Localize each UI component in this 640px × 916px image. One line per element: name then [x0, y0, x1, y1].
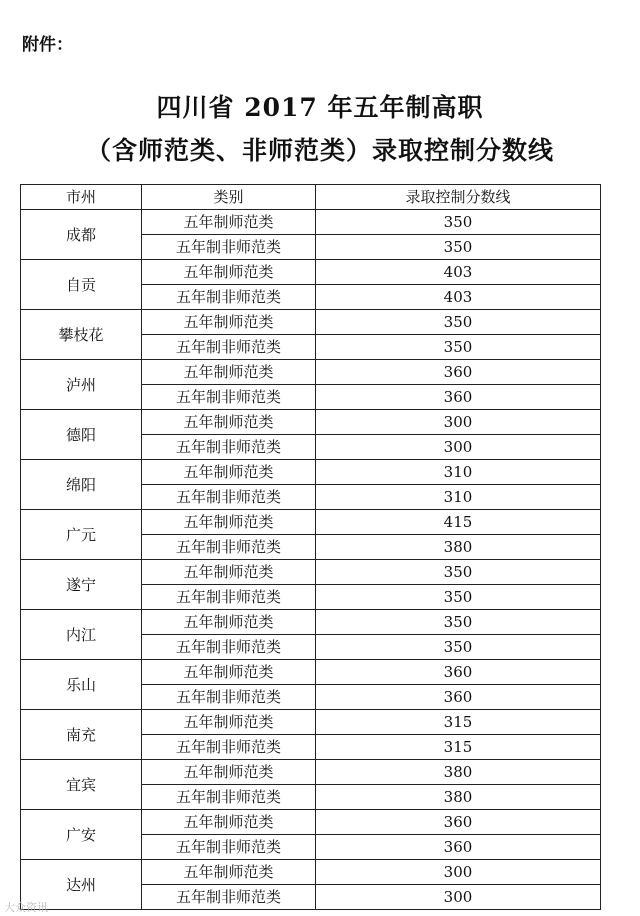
city-cell: 南充 — [21, 710, 142, 760]
score-table — [20, 184, 601, 910]
category-cell: 五年制非师范类 — [142, 785, 316, 810]
category-cell: 五年制非师范类 — [142, 735, 316, 760]
score-cell: 300 — [316, 435, 601, 460]
city-cell: 内江 — [21, 610, 142, 660]
category-cell: 五年制师范类 — [142, 760, 316, 785]
category-cell: 五年制非师范类 — [142, 635, 316, 660]
category-cell: 五年制师范类 — [142, 560, 316, 585]
category-cell: 五年制非师范类 — [142, 535, 316, 560]
table-row — [21, 660, 601, 685]
score-cell: 350 — [316, 210, 601, 235]
score-cell: 300 — [316, 860, 601, 885]
header-category: 类别 — [142, 185, 316, 210]
table-row — [21, 510, 601, 535]
category-cell: 五年制师范类 — [142, 660, 316, 685]
city-cell: 遂宁 — [21, 560, 142, 610]
score-cell: 360 — [316, 385, 601, 410]
category-cell: 五年制非师范类 — [142, 485, 316, 510]
city-cell: 攀枝花 — [21, 310, 142, 360]
category-cell: 五年制非师范类 — [142, 385, 316, 410]
city-cell: 绵阳 — [21, 460, 142, 510]
table-row — [21, 410, 601, 435]
table-row — [21, 860, 601, 885]
watermark: 大众资讯 — [4, 901, 48, 914]
score-cell: 360 — [316, 835, 601, 860]
city-cell: 广安 — [21, 810, 142, 860]
header-score: 录取控制分数线 — [316, 185, 601, 210]
city-cell: 成都 — [21, 210, 142, 260]
score-cell: 350 — [316, 635, 601, 660]
attachment-label: 附件： — [22, 35, 73, 55]
table-row — [21, 760, 601, 785]
category-cell: 五年制非师范类 — [142, 685, 316, 710]
score-cell: 350 — [316, 310, 601, 335]
table-row — [21, 610, 601, 635]
score-cell: 350 — [316, 585, 601, 610]
category-cell: 五年制非师范类 — [142, 835, 316, 860]
category-cell: 五年制师范类 — [142, 810, 316, 835]
score-cell: 315 — [316, 710, 601, 735]
score-cell: 403 — [316, 260, 601, 285]
score-cell: 360 — [316, 810, 601, 835]
score-cell: 350 — [316, 610, 601, 635]
category-cell: 五年制师范类 — [142, 710, 316, 735]
city-cell: 泸州 — [21, 360, 142, 410]
city-cell: 乐山 — [21, 660, 142, 710]
table-row — [21, 360, 601, 385]
category-cell: 五年制非师范类 — [142, 285, 316, 310]
city-cell: 广元 — [21, 510, 142, 560]
score-cell: 380 — [316, 785, 601, 810]
table-header-row — [21, 185, 601, 210]
document-title-line-1: 四川省 2017 年五年制高职 — [156, 93, 484, 122]
score-cell: 350 — [316, 560, 601, 585]
header-city: 市州 — [21, 185, 142, 210]
score-cell: 310 — [316, 460, 601, 485]
score-cell: 350 — [316, 235, 601, 260]
table-row — [21, 460, 601, 485]
category-cell: 五年制师范类 — [142, 360, 316, 385]
city-cell: 达州 — [21, 860, 142, 910]
score-cell: 360 — [316, 660, 601, 685]
category-cell: 五年制师范类 — [142, 310, 316, 335]
category-cell: 五年制师范类 — [142, 410, 316, 435]
score-cell: 360 — [316, 360, 601, 385]
document-title-line-2: （含师范类、非师范类）录取控制分数线 — [85, 136, 554, 165]
table-row — [21, 260, 601, 285]
category-cell: 五年制师范类 — [142, 610, 316, 635]
category-cell: 五年制师范类 — [142, 260, 316, 285]
table-row — [21, 210, 601, 235]
city-cell: 宜宾 — [21, 760, 142, 810]
category-cell: 五年制师范类 — [142, 510, 316, 535]
score-cell: 380 — [316, 760, 601, 785]
score-cell: 315 — [316, 735, 601, 760]
category-cell: 五年制非师范类 — [142, 235, 316, 260]
score-cell: 403 — [316, 285, 601, 310]
table-row — [21, 710, 601, 735]
score-cell: 300 — [316, 410, 601, 435]
category-cell: 五年制非师范类 — [142, 585, 316, 610]
city-cell: 自贡 — [21, 260, 142, 310]
table-row — [21, 310, 601, 335]
category-cell: 五年制非师范类 — [142, 885, 316, 910]
category-cell: 五年制师范类 — [142, 460, 316, 485]
category-cell: 五年制师范类 — [142, 860, 316, 885]
city-cell: 德阳 — [21, 410, 142, 460]
score-cell: 415 — [316, 510, 601, 535]
table-row — [21, 560, 601, 585]
table-row — [21, 810, 601, 835]
category-cell: 五年制非师范类 — [142, 335, 316, 360]
score-cell: 350 — [316, 335, 601, 360]
category-cell: 五年制非师范类 — [142, 435, 316, 460]
table-body — [21, 210, 601, 910]
score-cell: 380 — [316, 535, 601, 560]
score-cell: 360 — [316, 685, 601, 710]
score-cell: 300 — [316, 885, 601, 910]
category-cell: 五年制师范类 — [142, 210, 316, 235]
score-cell: 310 — [316, 485, 601, 510]
